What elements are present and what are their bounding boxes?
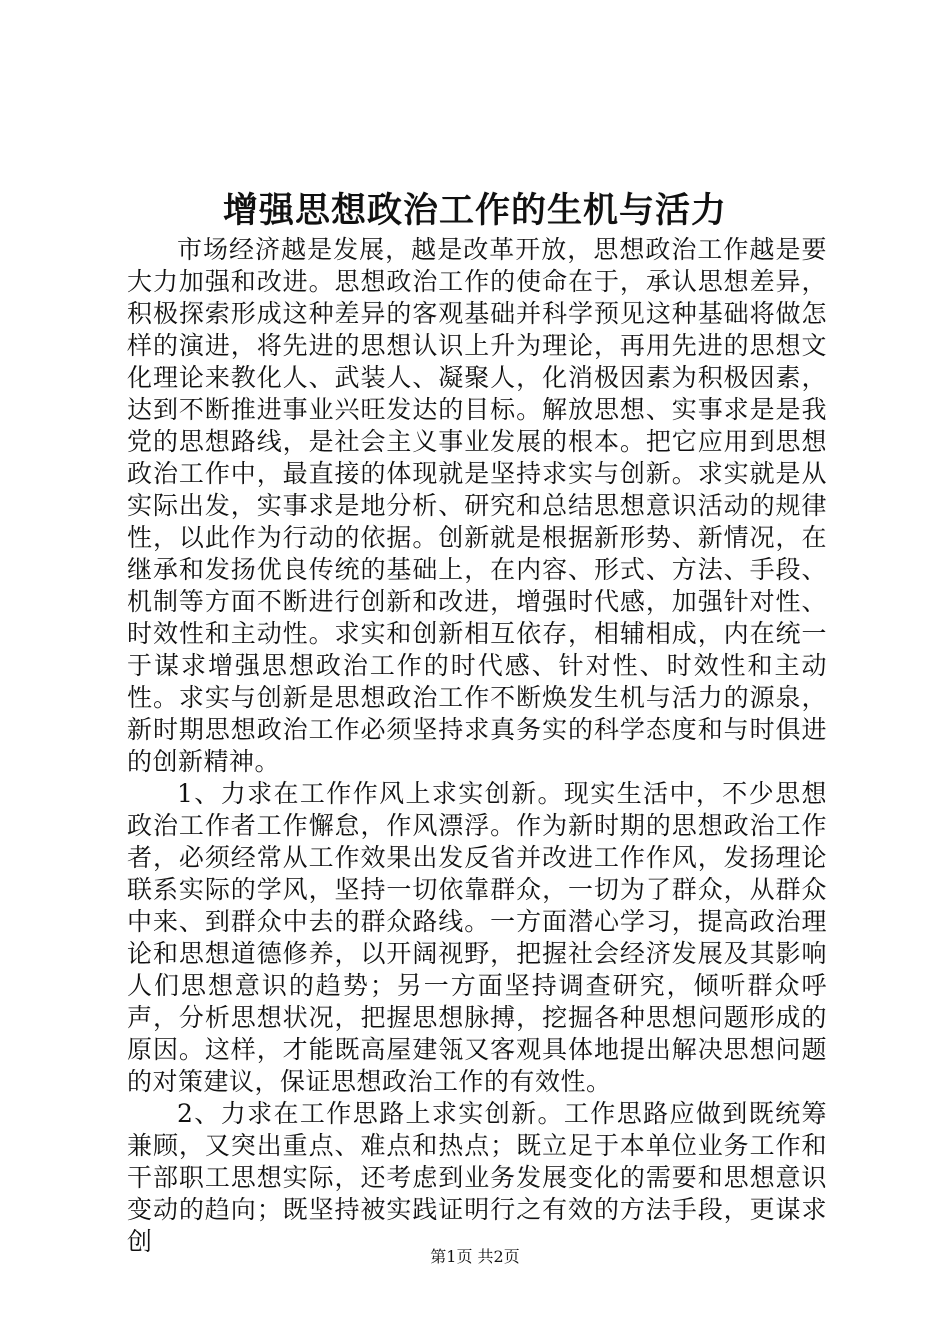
paragraph-work-approach: 2、力求在工作思路上求实创新。工作思路应做到既统筹兼顾，又突出重点、难点和热点；既立足于本单位业务工作和干部职工思想实际，还考虑到业务发展变化的需要和思想意识变动的趋向；既坚持被实践证明行之有效的方法手段，更谋求创 — [127, 1099, 827, 1256]
document-body — [127, 234, 827, 1258]
paragraph-work-style: 1、力求在工作作风上求实创新。现实生活中，不少思想政治工作者工作懈怠，作风漂浮。作为新时期的思想政治工作者，必须经常从工作效果出发反省并改进工作作风，发扬理论联系实际的学风，坚持一切依靠群众，一切为了群众，从群众中来、到群众中去的群众路线。一方面潜心学习，提高政治理论和思想道德修养，以开阔视野，把握社会经济发展及其影响人们思想意识的趋势；另一方面坚持调查研究，倾听群众呼声，分析思想状况，把握思想脉搏，挖掘各种思想问题形成的原因。这样，才能既高屋建瓴又客观具体地提出解决思想问题的对策建议，保证思想政治工作的有效性。 — [127, 779, 827, 1096]
paragraph-intro: 市场经济越是发展，越是改革开放，思想政治工作越是要大力加强和改进。思想政治工作的使命在于，承认思想差异，积极探索形成这种差异的客观基础并科学预见这种基础将做怎样的演进，将先进的思想认识上升为理论，再用先进的思想文化理论来教化人、武装人、凝聚人，化消极因素为积极因素，达到不断推进事业兴旺发达的目标。解放思想、实事求是是我党的思想路线，是社会主义事业发展的根本。把它应用到思想政治工作中，最直接的体现就是坚持求实与创新。求实就是从实际出发，实事求是地分析、研究和总结思想意识活动的规律性，以此作为行动的依据。创新就是根据新形势、新情况，在继承和发扬优良传统的基础上，在内容、形式、方法、手段、机制等方面不断进行创新和改进，增强时代感，加强针对性、时效性和主动性。求实和创新相互依存，相辅相成，内在统一于谋求增强思想政治工作的时代感、针对性、时效性和主动性。求实与创新是思想政治工作不断焕发生机与活力的源泉，新时期思想政治工作必须坚持求真务实的科学态度和与时俱进的创新精神。 — [127, 235, 827, 776]
document-title: 增强思想政治工作的生机与活力 — [222, 190, 727, 231]
page-number-footer: 第1页 共2页 — [430, 1247, 520, 1266]
